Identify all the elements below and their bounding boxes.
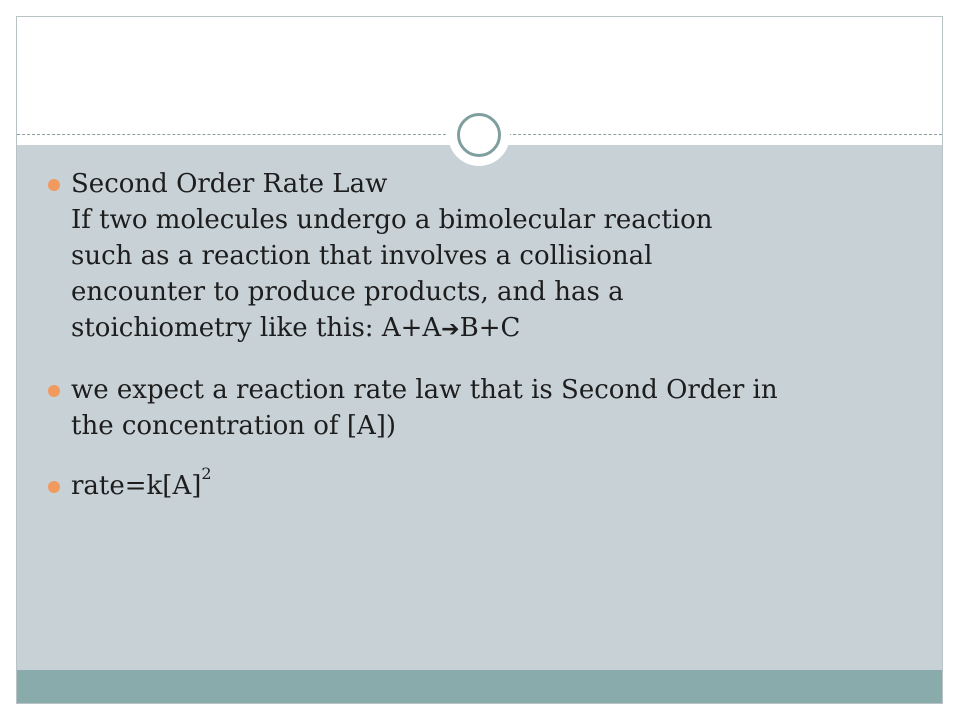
stoichiometry-line bbox=[71, 310, 908, 348]
rate-equation-exponent: 2 bbox=[201, 464, 212, 484]
bullet-line: encounter to produce products, and has a bbox=[71, 277, 624, 307]
right-arrow-icon: ➔ bbox=[441, 317, 460, 342]
bullet-dot-icon bbox=[48, 481, 60, 493]
bullet-line: If two molecules undergo a bimolecular reaction bbox=[71, 205, 713, 235]
bullet-item-rate-law bbox=[48, 372, 908, 444]
bullet-list bbox=[48, 166, 908, 528]
rate-equation-base: rate=k[A] bbox=[71, 471, 202, 501]
bullet-line: we expect a reaction rate law that is Second Order in bbox=[71, 375, 778, 405]
ring-icon bbox=[457, 113, 501, 157]
bullet-dot-icon bbox=[48, 385, 60, 397]
circle-ornament bbox=[448, 104, 510, 166]
bullet-line: Second Order Rate Law bbox=[71, 169, 388, 199]
bullet-item-second-order bbox=[48, 166, 908, 348]
stoichiometry-prefix: stoichiometry like this: A+A bbox=[71, 313, 442, 343]
rate-equation bbox=[71, 464, 908, 504]
bullet-dot-icon bbox=[48, 179, 60, 191]
bullet-item-rate-equation bbox=[48, 464, 908, 504]
stoichiometry-suffix: B+C bbox=[459, 313, 521, 343]
footer-band bbox=[17, 670, 942, 703]
bullet-line: such as a reaction that involves a collisional bbox=[71, 241, 653, 271]
bullet-line: the concentration of [A]) bbox=[71, 411, 397, 441]
